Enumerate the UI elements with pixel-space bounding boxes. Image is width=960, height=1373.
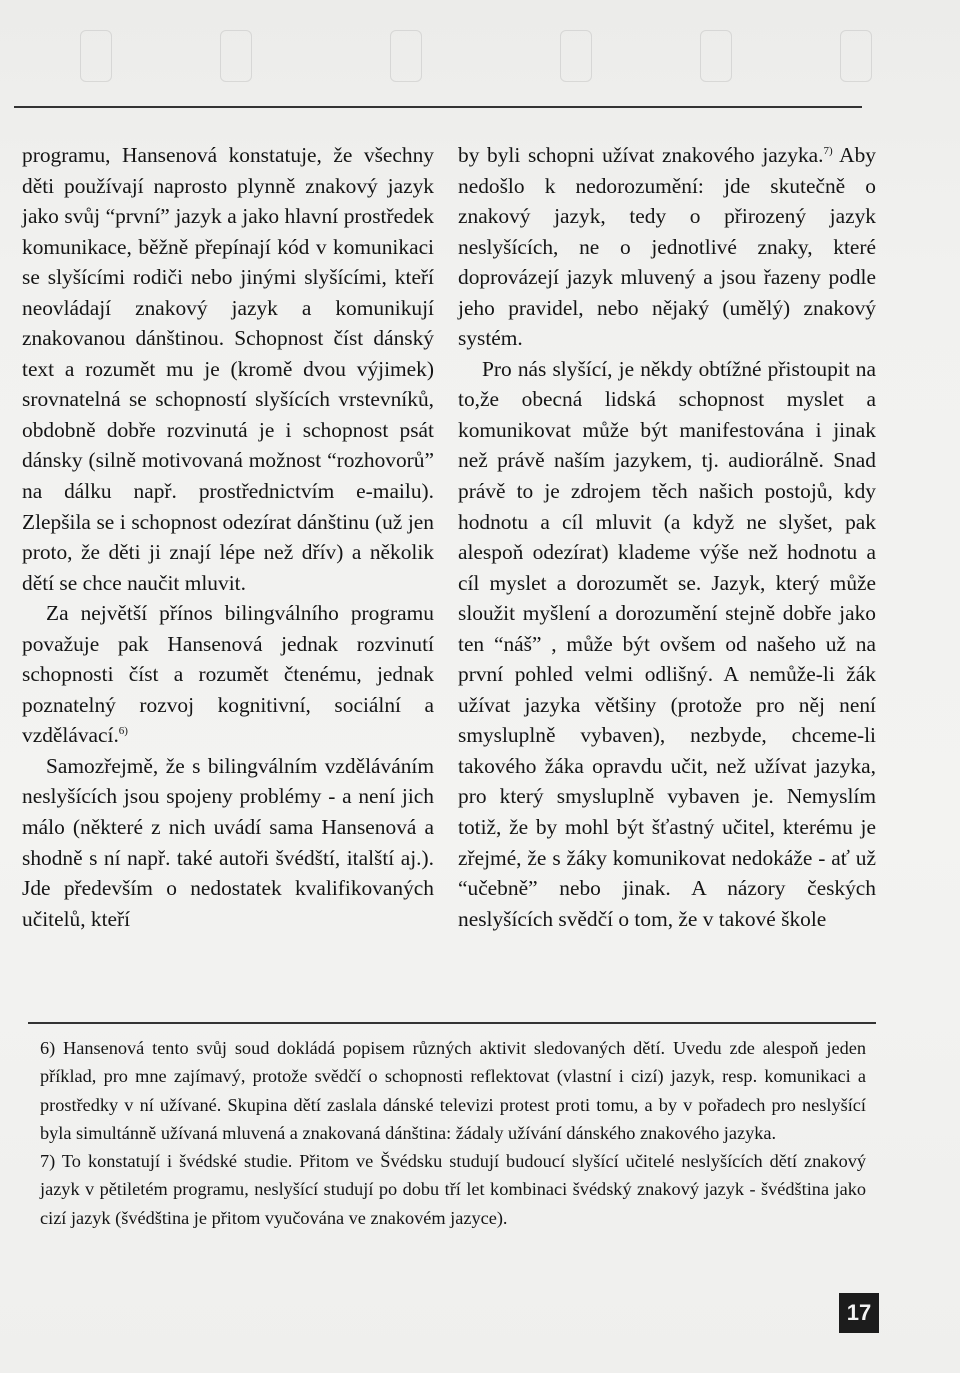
right-column (458, 140, 876, 934)
footnotes (40, 1034, 866, 1232)
footnote-ref-7[interactable]: 7) (823, 145, 833, 157)
left-paragraph-2 (22, 598, 434, 751)
left-column (22, 140, 434, 934)
footnote-6: 6) Hansenová tento svůj soud dokládá popisem různých aktivit sledovaných dětí. Uvedu zde alespoň jeden příklad, pro mne zajímavý, protože svědčí o schopnosti reflektovat (vlastní i cizí) jazyk, resp. komunikaci a prostředky v ní užívané. Skupina dětí zaslala dánské televizi protest proti tomu, a by v pořadech pro neslyšící byla simultánně užívaná mluvená a znakovaná dánština: žádaly užívání dánského znakového jazyka. (40, 1038, 866, 1143)
right-paragraph-1-lead: by byli schopni užívat znakového jazyka. (458, 143, 824, 167)
show-through-marks (60, 0, 900, 100)
footnote-rule (28, 1022, 876, 1024)
right-paragraph-1 (458, 140, 876, 354)
top-rule (14, 106, 862, 108)
left-paragraph-2-text: Za největší přínos bilingválního programu považuje pak Hansenová jednak rozvinutí schopnosti číst a rozumět čtenému, jednak poznatelný rozvoj kognitivní, sociální a vzdělávací. (22, 601, 434, 748)
right-paragraph-2: Pro nás slyšící, je někdy obtížné přistoupit na to,že obecná lidská schopnost myslet a komunikovat může být manifestována i jinak než právě naším jazykem, tj. audiorálně. Snad právě to je zdrojem těch našich postojů, kdy hodnotu a cíl mluvit (a když ne slyšet, pak alespoň odezírat) klademe výše než hodnotu a cíl myslet a dorozumět se. Jazyk, který může sloužit myšlení a dorozumění stejně dobře jako ten “náš” , může být ovšem od našeho už na první pohled velmi odlišný. A nemůže-li žák užívat jazyka většiny (protože pro něj není smysluplně vybaven), nezbyde, chceme-li takového žáka opravdu učit, než užívat jazyka, pro který smysluplně vybaven je. Nemyslím totiž, že by mohl být šťastný učitel, kterému je zřejmé, že s žáky komunikovat nedokáže - ať už “učebně” nebo jinak. A názory českých neslyšících svědčí o tom, že v takové škole (458, 356, 876, 931)
left-paragraph-3: Samozřejmě, že s bilingválním vzděláváním neslyšících jsou spojeny problémy - a není jich málo (některé z nich uvádí sama Hansenová a shodně s ní např. také autoři švédští, italští aj.). Jde především o nedostatek kvalifikovaných učitelů, kteří (22, 753, 434, 931)
left-paragraph-1: programu, Hansenová konstatuje, že všechny děti používají naprosto plynně znakový jazyk jako svůj “první” jazyk a jako hlavní prostředek komunikace, běžně přepínají kód v komunikaci se slyšícími rodiči nebo jinými slyšícími, kteří neovládají znakový jazyk a komunikují znakovanou dánštinou. Schopnost číst dánský text a rozumět mu je (kromě dvou výjimek) srovnatelná se schopností slyšících vrstevníků, obdobně dobře rozvinutá je i schopnost psát dánsky (silně motivovaná možnost “rozhovorů” na dálku např. prostřednictvím e-mailu). Zlepšila se i schopnost odezírat dánštinu (už jen proto, že děti ji znají lépe než dřív) a několik dětí se chce naučit mluvit. (22, 143, 434, 595)
page-number: 17 (839, 1293, 879, 1333)
right-paragraph-1-text: Aby nedošlo k nedorozumění: jde skutečně o znakový jazyk, tedy o přirozený jazyk neslyšících, ne o jednotlivé znaky, které doprovázejí jazyk mluvený a jsou řazeny podle jeho pravidel, nebo nějaký (umělý) znakový systém. (458, 143, 876, 351)
footnote-ref-6[interactable]: 6) (118, 725, 128, 738)
footnote-7: 7) To konstatují i švédské studie. Přitom ve Švédsku studují budoucí slyšící učitelé neslyšících dětí znakový jazyk v pětiletém programu, neslyšící studují po dobu tří let kombinaci švédský znakový jazyk - švédština jako cizí jazyk (švédština je přitom vyučována ve znakovém jazyce). (40, 1151, 866, 1228)
